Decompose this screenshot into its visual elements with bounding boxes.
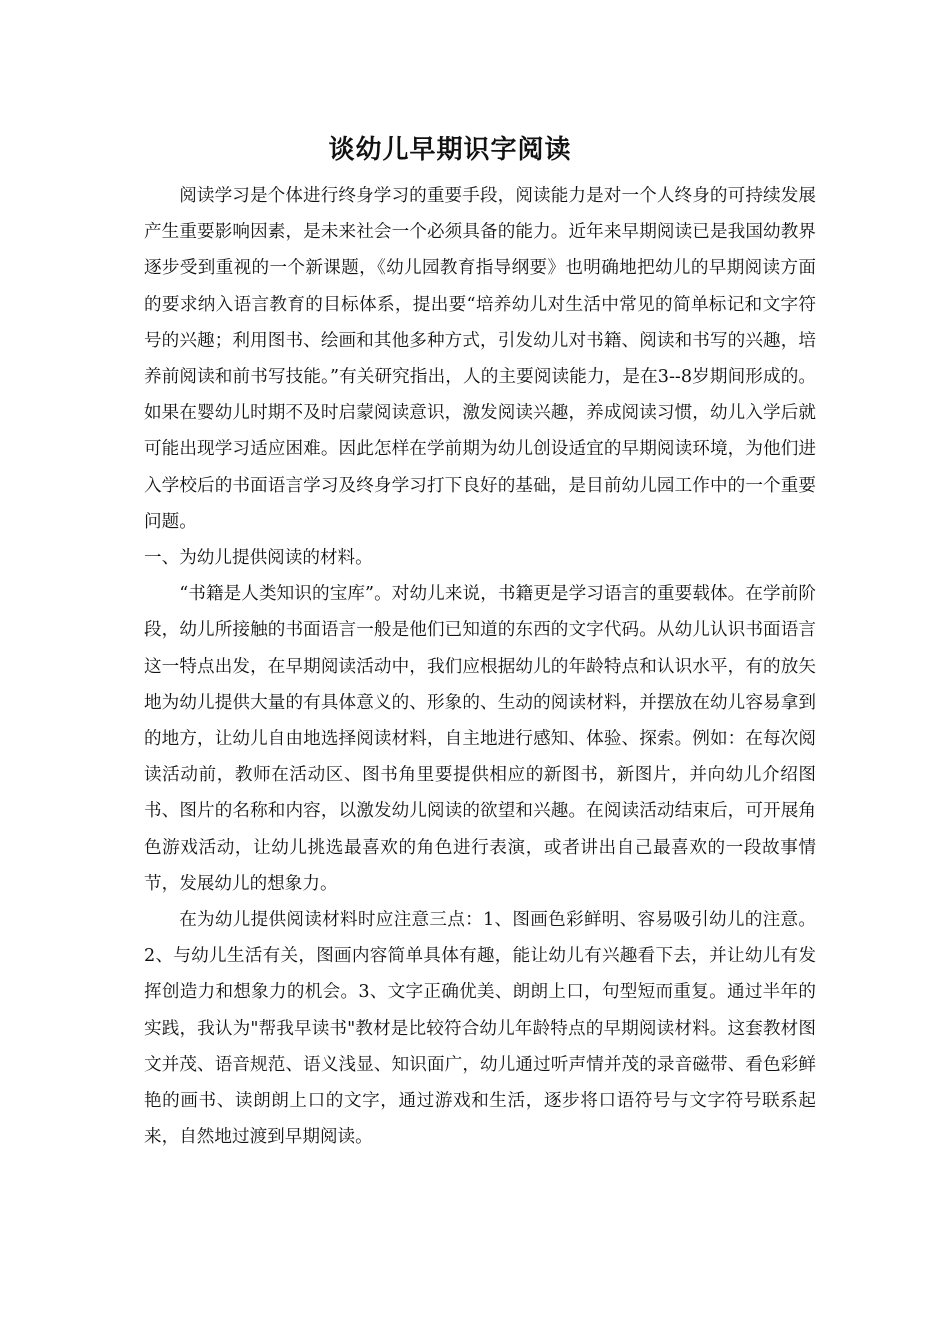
section-heading-1: 一、为幼儿提供阅读的材料。 <box>144 548 373 569</box>
section-1-paragraph-2: 在为幼儿提供阅读材料时应注意三点：1、图画色彩鲜明、容易吸引幼儿的注意。2、与幼儿生活有关，图画内容简单具体有趣，能让幼儿有兴趣看下去，并让幼儿有发挥创造力和想象力的机会。3、文字正确优美、朗朗上口，句型短而重复。通过半年的实践，我认为"帮我早读书"教材是比较符合幼儿年龄特点的早期阅读材料。这套教材图文并茂、语音规范、语义浅显、知识面广，幼儿通过听声情并茂的录音磁带、看色彩鲜艳的画书、读朗朗上口的文字，通过游戏和生活，逐步将口语符号与文字符号联系起来，自然地过渡到早期阅读。 <box>144 910 816 1148</box>
intro-paragraph: 阅读学习是个体进行终身学习的重要手段，阅读能力是对一个人终身的可持续发展产生重要影响因素，是未来社会一个必须具备的能力。近年来早期阅读已是我国幼教界逐步受到重视的一个新课题，《幼儿园教育指导纲要》也明确地把幼儿的早期阅读方面的要求纳入语言教育的目标体系，提出要“培养幼儿对生活中常见的简单标记和文字符号的兴趣；利用图书、绘画和其他多种方式，引发幼儿对书籍、阅读和书写的兴趣，培养前阅读和前书写技能。”有关研究指出，人的主要阅读能力，是在3--8岁期间形成的。如果在婴幼儿时期不及时启蒙阅读意识，激发阅读兴趣，养成阅读习惯，幼儿入学后就可能出现学习适应困难。因此怎样在学前期为幼儿创设适宜的早期阅读环境，为他们进入学校后的书面语言学习及终身学习打下良好的基础，是目前幼儿园工作中的一个重要问题。 <box>144 186 816 532</box>
section-1-paragraph-1: “书籍是人类知识的宝库”。对幼儿来说，书籍更是学习语言的重要载体。在学前阶段，幼儿所接触的书面语言一般是他们已知道的东西的文字代码。从幼儿认识书面语言这一特点出发，在早期阅读活动中，我们应根据幼儿的年龄特点和认识水平，有的放矢地为幼儿提供大量的有具体意义的、形象的、生动的阅读材料，并摆放在幼儿容易拿到的地方，让幼儿自由地选择阅读材料，自主地进行感知、体验、探索。例如：在每次阅读活动前，教师在活动区、图书角里要提供相应的新图书，新图片，并向幼儿介绍图书、图片的名称和内容，以激发幼儿阅读的欲望和兴趣。在阅读活动结束后，可开展角色游戏活动，让幼儿挑选最喜欢的角色进行表演，或者讲出自己最喜欢的一段故事情节，发展幼儿的想象力。 <box>144 584 816 894</box>
document-title: 谈幼儿早期识字阅读 <box>328 135 572 165</box>
document-body <box>144 178 816 1155</box>
